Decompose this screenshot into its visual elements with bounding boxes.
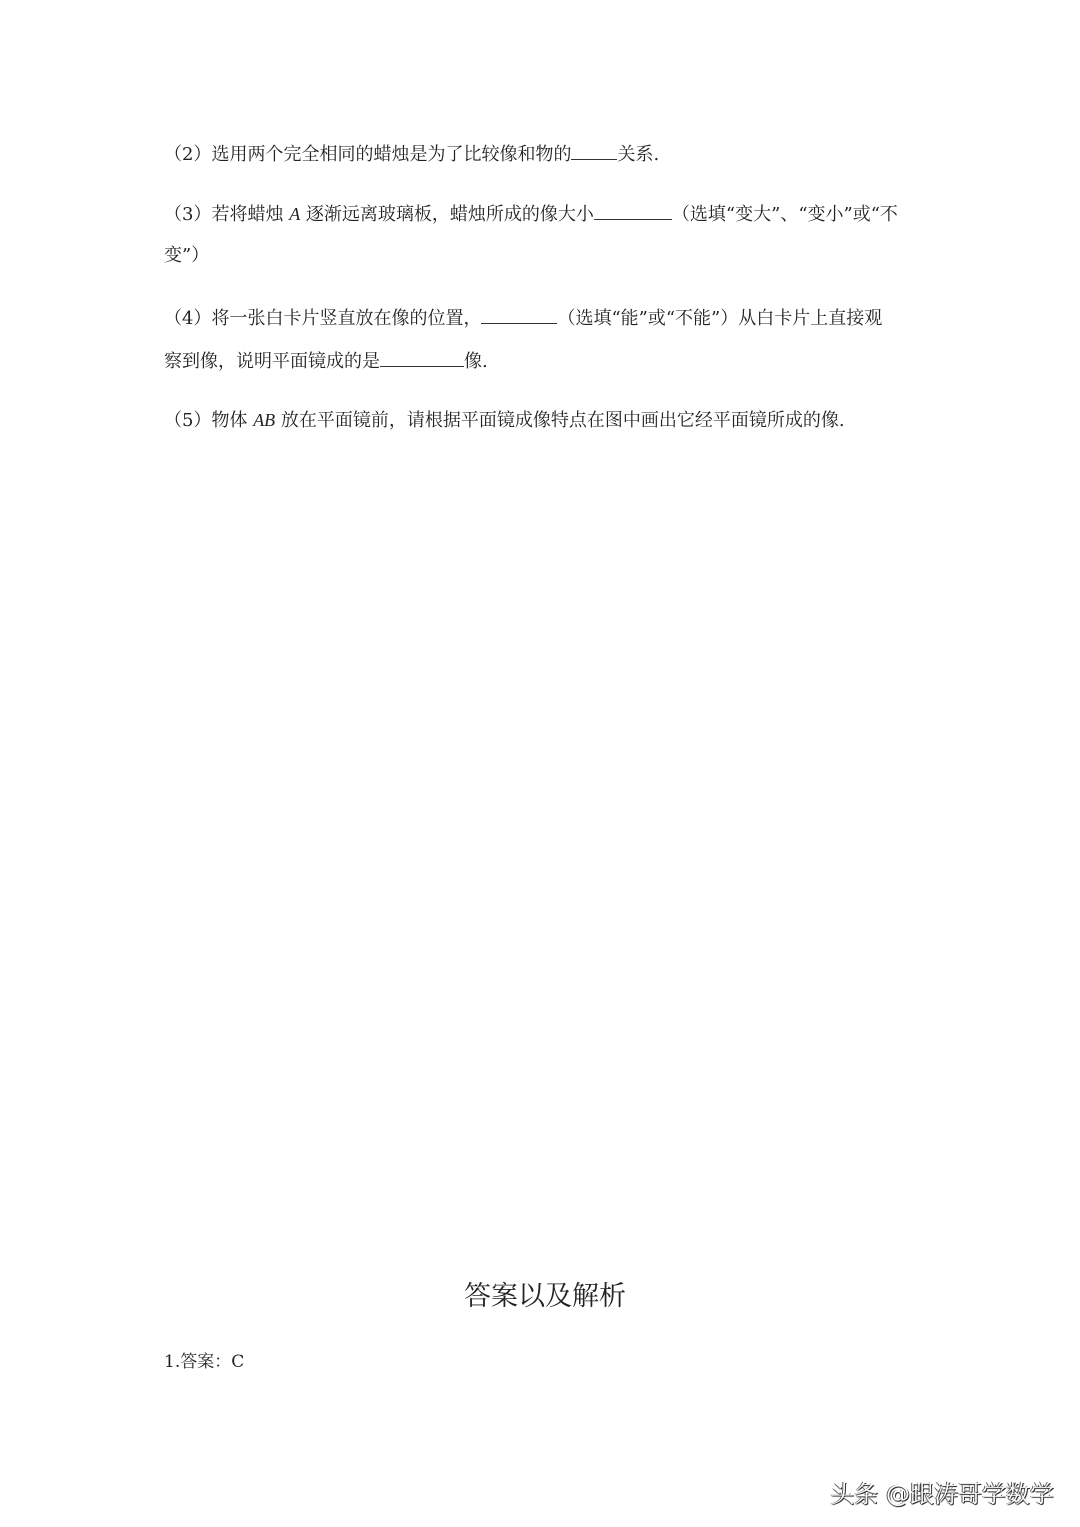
question-3-line2: 变”） <box>164 245 210 266</box>
q5-variable: AB <box>253 410 276 430</box>
watermark: 头条 @跟涛哥学数学 <box>830 1480 1054 1508</box>
q4-line2-after: 像. <box>464 351 488 372</box>
q5-text-after: 放在平面镜前，请根据平面镜成像特点在图中画出它经平面镜所成的像. <box>275 410 845 431</box>
q3-text: （3）若将蜡烛 <box>164 204 290 225</box>
question-2 <box>164 141 659 167</box>
q4-blank-2 <box>380 348 464 367</box>
question-4-line2 <box>164 348 488 374</box>
q2-text-after: 关系. <box>617 144 660 165</box>
q3-text-after: （选填“变大”、“变小”或“不 <box>671 204 898 225</box>
q3-text-mid: 逐渐远离玻璃板，蜡烛所成的像大小 <box>300 204 594 225</box>
q4-text-after: （选填“能”或“不能”）从白卡片上直接观 <box>557 308 883 329</box>
q3-variable: A <box>289 204 301 224</box>
q2-text: （2）选用两个完全相同的蜡烛是为了比较像和物的 <box>164 144 572 165</box>
q2-blank <box>571 141 617 160</box>
answer-1: 1.答案：C <box>164 1352 245 1372</box>
q3-blank <box>594 201 672 220</box>
question-5 <box>164 408 845 433</box>
answers-heading: 答案以及解析 <box>464 1281 626 1312</box>
question-4 <box>164 305 882 331</box>
q5-text: （5）物体 <box>164 410 254 431</box>
q4-line2-text: 察到像，说明平面镜成的是 <box>164 351 380 372</box>
q4-text: （4）将一张白卡片竖直放在像的位置， <box>164 308 482 329</box>
q4-blank-1 <box>481 305 557 324</box>
question-3 <box>164 201 898 227</box>
